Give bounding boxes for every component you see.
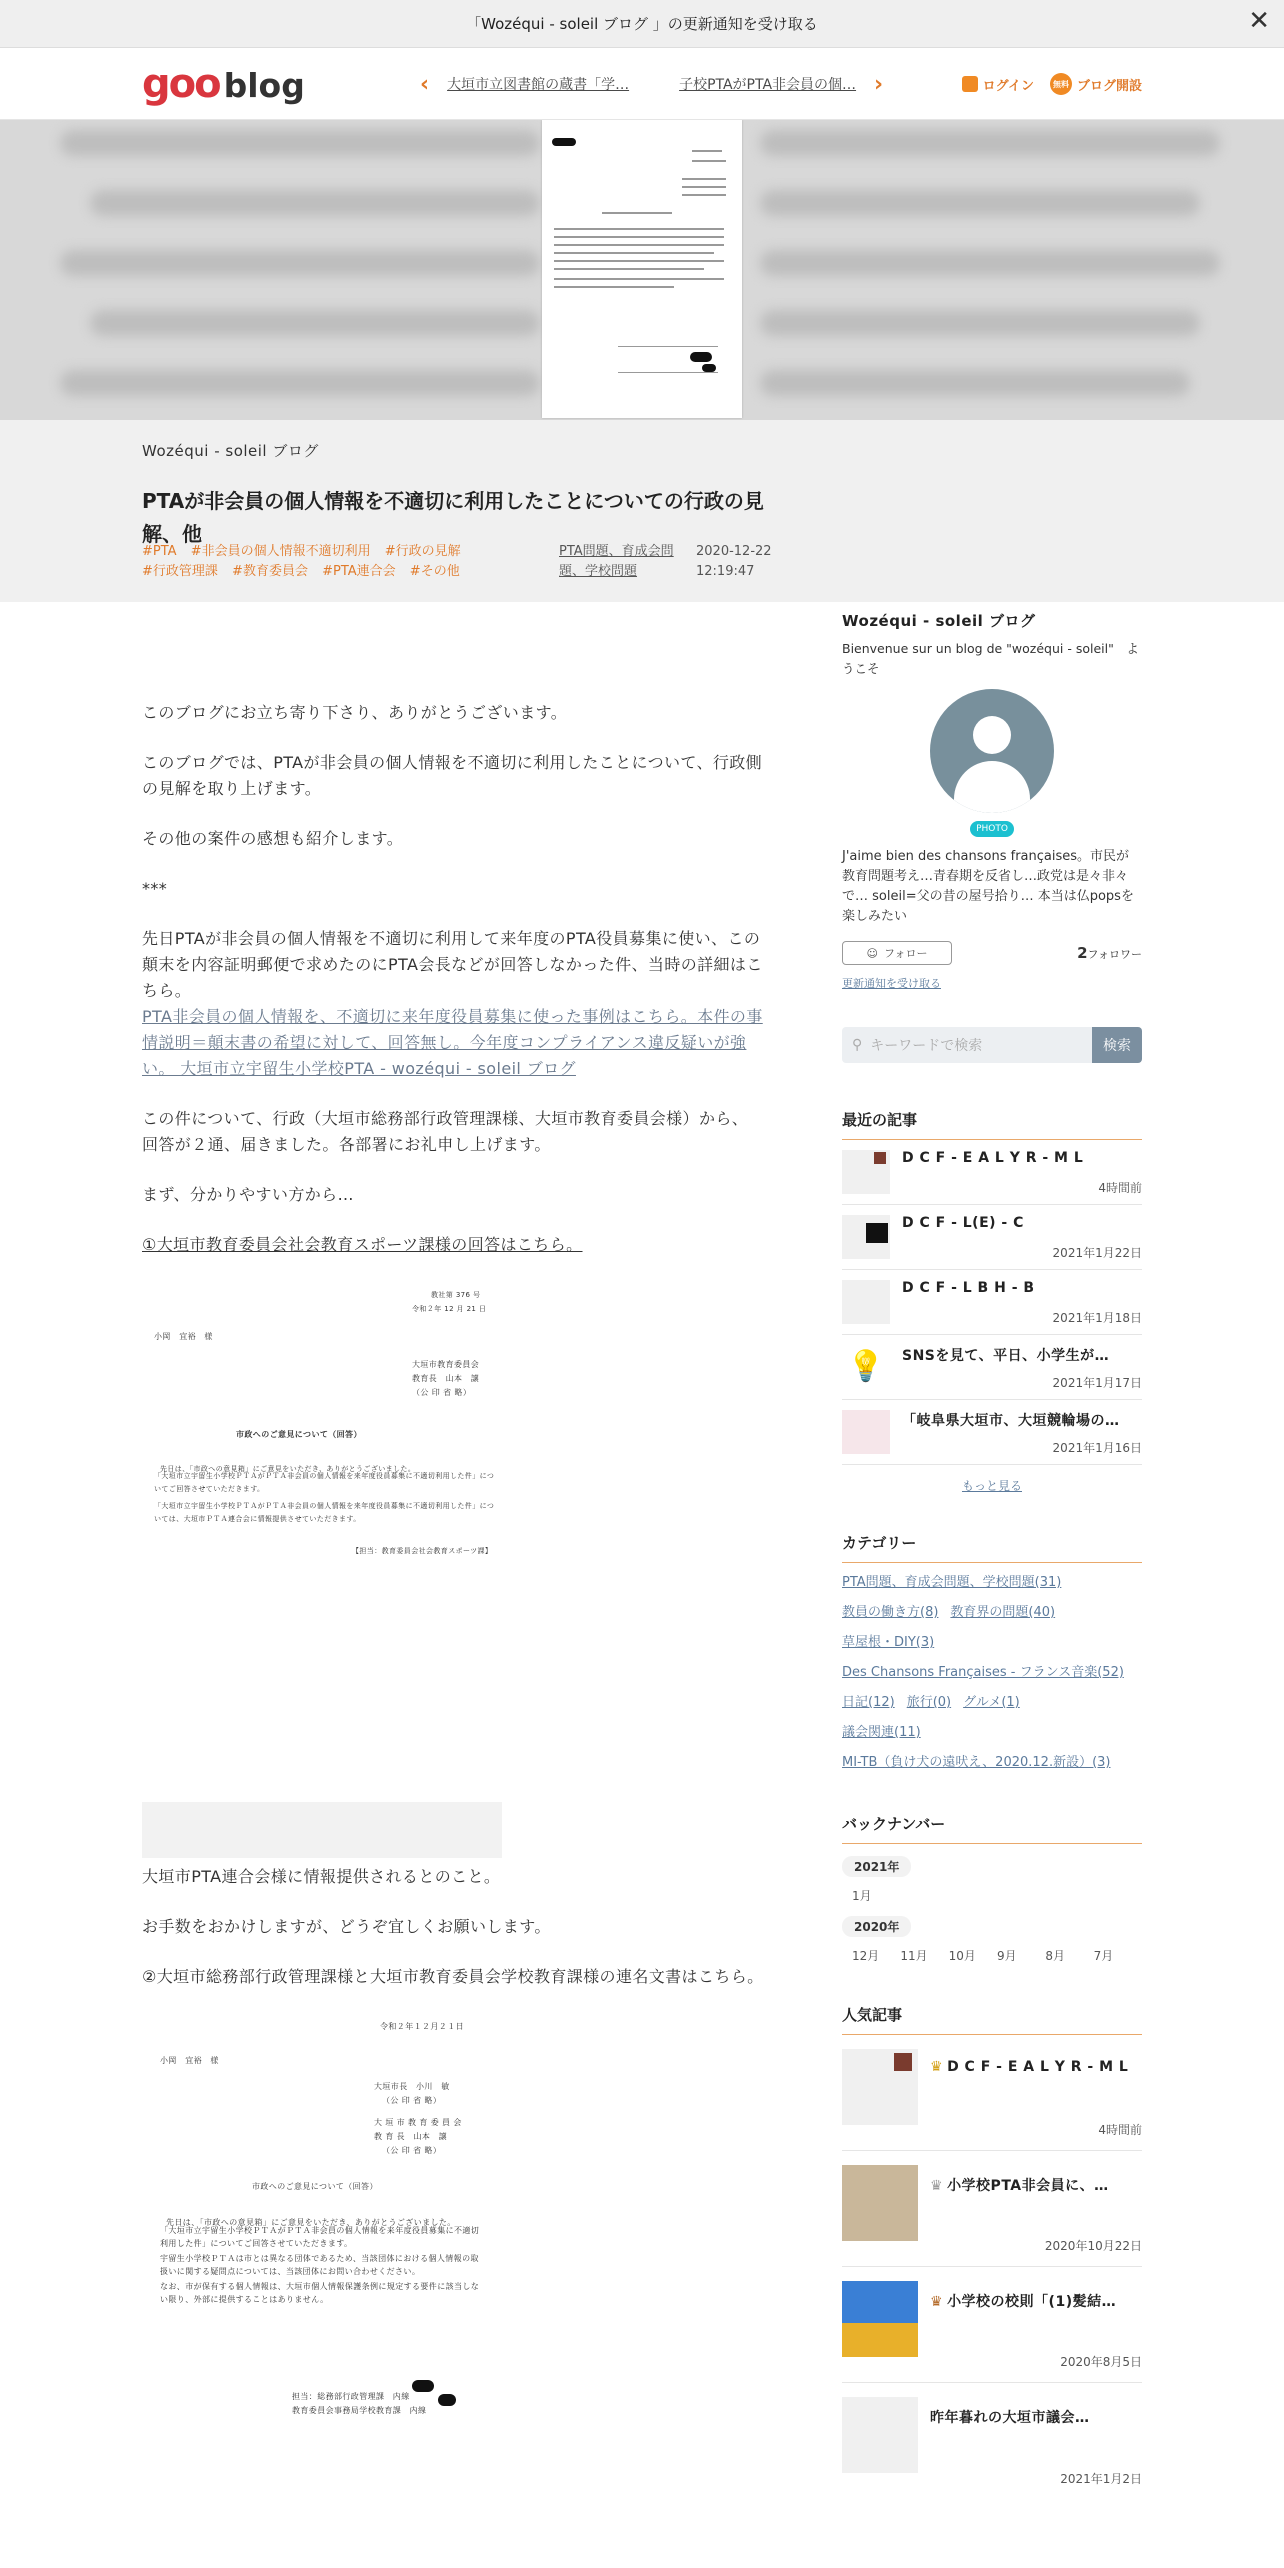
- search-icon: ⚲: [852, 1037, 863, 1053]
- list-item[interactable]: 「岐阜県大垣市、大垣競輪場の… 2021年1月16日: [842, 1400, 1142, 1465]
- popular-articles: 人気記事 ♛ D C F - E A L Y R - M L 4時間前 ♛ 小学校PTA非会員に、… 2020年10月22日 ♛ 小学校の校則「(1)髪結… 2020年8月5日 昨年暮れの大垣市議会… 2021年1月2日: [842, 2004, 1142, 2499]
- free-badge: 無料: [1050, 73, 1072, 95]
- list-item[interactable]: 昨年暮れの大垣市議会… 2021年1月2日: [842, 2383, 1142, 2499]
- category-link[interactable]: 草屋根・DIY(3): [842, 1635, 935, 1650]
- update-notice-bar[interactable]: [0, 0, 1284, 48]
- profile-description: J'aime bien des chansons françaises。市民が教育問題考え…青春期を反省し…政党は是々非々で… soleil=父の昔の屋号拾り… 本当は仏popsを楽しみたい: [842, 849, 1134, 924]
- article-thumbnail[interactable]: [842, 1150, 890, 1194]
- category-link[interactable]: PTA問題、育成会問題、学校問題(31): [842, 1575, 1062, 1590]
- prev-article-link[interactable]: 大垣市立図書館の蔵書「学…: [447, 77, 630, 93]
- person-icon: ☺: [866, 946, 878, 960]
- category-link[interactable]: 教育界の問題(40): [950, 1605, 1056, 1620]
- category-link[interactable]: Des Chansons Françaises - フランス音楽(52): [842, 1665, 1124, 1680]
- login-link[interactable]: ログイン: [962, 75, 1034, 94]
- goo-blog-logo[interactable]: goo blog: [142, 60, 305, 107]
- open-blog-link[interactable]: 無料 ブログ開設: [1050, 73, 1142, 95]
- hashtag[interactable]: #教育委員会: [232, 564, 308, 579]
- crown-icon: ♛: [930, 2059, 944, 2075]
- category-list: カテゴリー PTA問題、育成会問題、学校問題(31) 教員の働き方(8) 教育界の問題(40) 草屋根・DIY(3) Des Chansons Françaises - フランス音楽(52) 日記(12) 旅行(0) グルメ(1) 議会関連(11) MI-TB（負け犬の遠吠え、2020.12.新設）(3): [842, 1532, 1142, 1773]
- category-link[interactable]: 日記(12): [842, 1695, 895, 1710]
- article-category-link[interactable]: PTA問題、育成会問題、学校問題: [559, 544, 674, 579]
- paragraph: ②大垣市総務部行政管理課様と大垣市教育委員会学校教育課様の連名文書はこちら。: [142, 1967, 764, 1986]
- header-image: [0, 120, 1284, 420]
- search-button[interactable]: 検索: [1092, 1027, 1142, 1063]
- list-item[interactable]: ♛ D C F - E A L Y R - M L 4時間前: [842, 2035, 1142, 2151]
- avatar[interactable]: [930, 689, 1054, 813]
- search-input[interactable]: ⚲ キーワードで検索: [842, 1027, 1092, 1063]
- article-thumbnail[interactable]: [842, 2049, 918, 2125]
- list-item[interactable]: 💡 SNSを見て、平日、小学生が… 2021年1月17日: [842, 1335, 1142, 1400]
- lightbulb-icon[interactable]: 💡: [842, 1345, 890, 1389]
- search-box: [842, 1027, 1142, 1063]
- hashtag[interactable]: #非会員の個人情報不適切利用: [190, 544, 371, 559]
- category-link[interactable]: MI-TB（負け犬の遠吠え、2020.12.新設）(3): [842, 1755, 1111, 1770]
- paragraph: 大垣市PTA連合会様に情報提供されるとのこと。: [142, 1867, 501, 1886]
- crown-icon: ♛: [930, 2178, 944, 2194]
- update-notice-text[interactable]: 「Wozéqui - soleil ブログ 」の更新通知を受け取る: [466, 15, 818, 33]
- article-thumbnail[interactable]: [842, 1215, 890, 1259]
- category-link[interactable]: 旅行(0): [906, 1695, 952, 1710]
- chevron-right-icon[interactable]: ›: [874, 71, 884, 97]
- month-link[interactable]: 12月: [852, 1949, 880, 1963]
- article-datetime: 2020-12-22 12:19:47: [696, 544, 772, 579]
- category-link[interactable]: グルメ(1): [963, 1695, 1020, 1710]
- paragraph: お手数をおかけしますが、どうぞ宜しくお願いします。: [142, 1917, 551, 1936]
- month-link[interactable]: 11月: [900, 1949, 928, 1963]
- month-link[interactable]: 7月: [1093, 1949, 1114, 1963]
- next-article-link[interactable]: 子校PTAがPTA非会員の個…: [679, 77, 857, 93]
- reply-letter-image-1: 教社第 376 号 令和２年 12 月 21 日 小岡 宜裕 様 大垣市教育委員会 教育長 山本 譲 （公 印 省 略） 市政へのご意見について（回答） 先日は、「市政への意見箱」にご意見をいただき、ありがとうございました。 「大垣市立宇留生小学校ＰＴＡがＰＴＡ非会員の個人情報を来年度役員募集に不適切利用した件」についてご回答させていただきます。 「大垣市立宇留生小学校ＰＴＡがＰＴＡ非会員の個人情報を来年度役員募集に不適切利用した件」については、大垣市ＰＴＡ連合会に情報提供させていただきます。 【担当：教育委員会社会教育スポーツ課】: [142, 1282, 502, 1602]
- hashtag[interactable]: #PTA: [142, 544, 177, 559]
- update-notice-link[interactable]: 更新通知を受け取る: [842, 977, 941, 990]
- paragraph: ①大垣市教育委員会社会教育スポーツ課様の回答はこちら。: [142, 1235, 583, 1254]
- paragraph: この件について、行政（大垣市総務部行政管理課様、大垣市教育委員会様）から、回答が２通、届きました。各部署にお礼申し上げます。: [142, 1109, 749, 1154]
- more-link[interactable]: もっと見る: [961, 1479, 1022, 1493]
- hashtag[interactable]: #行政管理課: [142, 564, 218, 579]
- month-link[interactable]: 10月: [948, 1949, 976, 1963]
- paragraph: その他の案件の感想も紹介します。: [142, 829, 404, 848]
- article-thumbnail[interactable]: [842, 2165, 918, 2241]
- sidebar-blog-title[interactable]: Wozéqui - soleil ブログ: [842, 612, 1036, 630]
- year-label[interactable]: 2021年: [842, 1856, 911, 1877]
- letter-image: [542, 120, 742, 418]
- article-thumbnail[interactable]: [842, 2281, 918, 2357]
- hashtag[interactable]: #行政の見解: [384, 544, 461, 559]
- close-icon[interactable]: ✕: [1248, 6, 1270, 36]
- month-link[interactable]: 1月: [852, 1889, 872, 1903]
- follower-count: 2フォロワー: [1077, 944, 1142, 962]
- crown-icon: ♛: [930, 2294, 944, 2310]
- back-numbers: バックナンバー 2021年 1月 2020年 12月 11月 10月 9月 8月 7月: [842, 1813, 1142, 1964]
- hashtag[interactable]: #その他: [409, 564, 460, 579]
- article-navigation: [420, 48, 883, 120]
- list-item[interactable]: ♛ 小学校PTA非会員に、… 2020年10月22日: [842, 2151, 1142, 2267]
- hashtag-list: [142, 542, 542, 582]
- image-placeholder: [142, 1802, 502, 1858]
- article-thumbnail[interactable]: [842, 1280, 890, 1324]
- blog-name[interactable]: Wozéqui - soleil ブログ: [142, 442, 319, 460]
- list-item[interactable]: ♛ 小学校の校則「(1)髪結… 2020年8月5日: [842, 2267, 1142, 2383]
- article-body: [142, 700, 764, 2466]
- reply-letter-image-2: 令和２年１２月２１日 小岡 宜裕 様 大垣市長 小川 敏 （公 印 省 略） 大 垣 市 教 育 委 員 会 教 育 長 山本 譲 （公 印 省 略） 市政へのご意見について（回答） 先日は、「市政への意見箱」にご意見をいただき、ありがとうございました。 「大垣市立宇留生小学校ＰＴＡがＰＴＡ非会員の個人情報を来年度役員募集に不適切利用した件」についてご回答させていただきます。 宇留生小学校ＰＴＡは市とは異なる団体であるため、当該団体における個人情報の取扱いに関する疑問点については、当該団体にお問い合わせください。 なお、市が保有する個人情報は、大垣市個人情報保護条例に規定する要件に該当しない限り、外部に提供することはありません。 担当：総務部行政管理課 内線 教育委員会事務局学校教育課 内線: [142, 2014, 502, 2444]
- article-thumbnail[interactable]: [842, 2397, 918, 2473]
- recent-articles: 最近の記事 D C F - E A L Y R - M L 4時間前 D C F - L(E) - C 2021年1月22日 D C F - L B H - B 2021年1月18日 💡 SNSを見て、平日、小学生が… 2021年1月17日 「岐阜県大垣市、大垣競輪場の… 2021年1月16日 もっと見る: [842, 1111, 1142, 1493]
- list-item[interactable]: D C F - L(E) - C 2021年1月22日: [842, 1205, 1142, 1270]
- month-link[interactable]: 9月: [996, 1949, 1017, 1963]
- article-thumbnail[interactable]: [842, 1410, 890, 1454]
- paragraph: このブログにお立ち寄り下さり、ありがとうございます。: [142, 703, 568, 722]
- article-title: PTAが非会員の個人情報を不適切に利用したことについての行政の見解、他: [142, 489, 764, 546]
- follow-button[interactable]: ☺ フォロー: [842, 941, 952, 965]
- category-link[interactable]: 議会関連(11): [842, 1725, 921, 1740]
- hashtag[interactable]: #PTA連合会: [322, 564, 396, 579]
- paragraph: このブログでは、PTAが非会員の個人情報を不適切に利用したことについて、行政側の見解を取り上げます。: [142, 753, 763, 798]
- paragraph: 先日PTAが非会員の個人情報を不適切に利用して来年度のPTA役員募集に使い、この顛末を内容証明郵便で求めたのにPTA会長などが回答しなかった件、当時の詳細はこちら。: [142, 929, 763, 1000]
- year-label[interactable]: 2020年: [842, 1916, 911, 1937]
- chevron-left-icon[interactable]: ‹: [420, 71, 430, 97]
- list-item[interactable]: D C F - L B H - B 2021年1月18日: [842, 1270, 1142, 1335]
- global-header: [0, 48, 1284, 120]
- photo-badge[interactable]: PHOTO: [970, 821, 1014, 837]
- paragraph: まず、分かりやすい方から…: [142, 1185, 354, 1204]
- sidebar: [842, 610, 1142, 2499]
- related-article-link[interactable]: PTA非会員の個人情報を、不適切に来年度役員募集に使った事例はこちら。本件の事情説明＝顛末書の希望に対して、回答無し。今年度コンプライアンス違反疑いが強い。 大垣市立宇留生小学校PTA - wozéqui - soleil ブログ: [142, 1007, 763, 1078]
- list-item[interactable]: D C F - E A L Y R - M L 4時間前: [842, 1140, 1142, 1205]
- month-link[interactable]: 8月: [1045, 1949, 1065, 1963]
- paragraph: ***: [142, 879, 168, 898]
- category-link[interactable]: 教員の働き方(8): [842, 1605, 939, 1620]
- bag-icon: [962, 76, 978, 92]
- sidebar-blog-description: Bienvenue sur un blog de "wozéqui - soleil" ようこそ: [842, 641, 1139, 676]
